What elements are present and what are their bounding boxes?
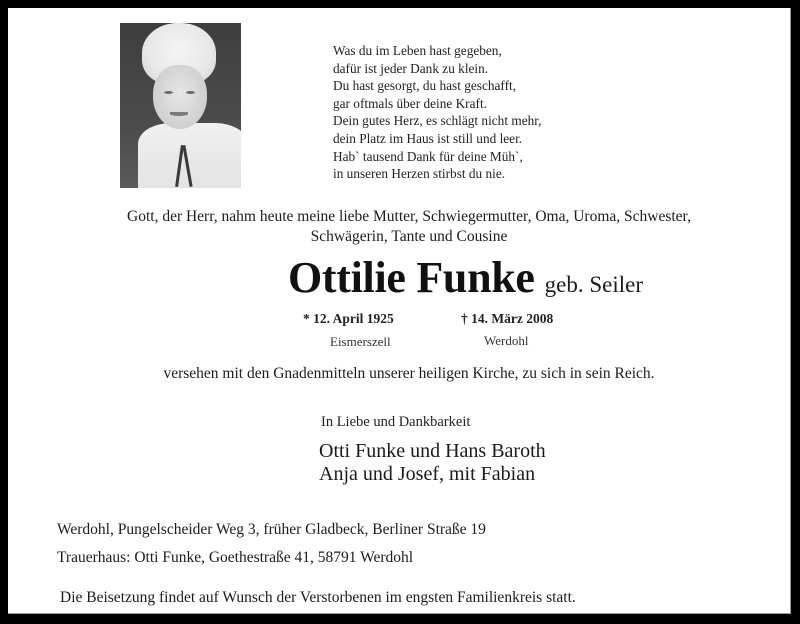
photo-mouth — [170, 112, 188, 116]
photo-eye — [164, 91, 173, 94]
birth-date — [303, 311, 394, 327]
birth-place: Eismerszell — [330, 334, 391, 349]
poem-line: Was du im Leben hast gegeben, — [333, 43, 502, 58]
death-cross-icon: † — [461, 311, 468, 326]
poem-line: Du hast gesorgt, du hast geschafft, — [333, 78, 517, 94]
photo-eye — [186, 91, 195, 94]
address-line: Werdohl, Pungelscheider Weg 3, früher Gladbeck, Berliner Straße 19 — [57, 521, 486, 538]
burial-note: Die Beisetzung findet auf Wunsch der Verstorbenen im engsten Familienkreis statt. — [60, 589, 576, 606]
poem-line: gar oftmals über deine Kraft. — [333, 95, 487, 111]
deceased-name: Ottilie Funke — [288, 253, 535, 302]
mourners-list — [319, 440, 546, 486]
thanks-line: In Liebe und Dankbarkeit — [321, 414, 471, 430]
deceased-name-row — [288, 252, 643, 303]
portrait-photo — [120, 23, 241, 188]
obituary-notice — [8, 8, 791, 614]
intro-line: Schwägerin, Tante und Cousine — [310, 228, 508, 245]
faith-line: versehen mit den Gnadenmitteln unserer heiligen Kirche, zu sich in sein Reich. — [163, 365, 655, 382]
poem-line: dafür ist jeder Dank zu klein. — [333, 60, 489, 76]
memorial-poem — [333, 42, 613, 183]
mourner: Otti Funke und Hans Baroth — [319, 440, 546, 462]
maiden-name: geb. Seiler — [544, 272, 644, 297]
mourning-house-address: Trauerhaus: Otti Funke, Goethestraße 41, 58791 Werdohl — [57, 549, 414, 566]
photo-face — [153, 65, 207, 129]
death-place: Werdohl — [484, 333, 529, 348]
announcement-intro — [48, 207, 770, 247]
poem-line: in unseren Herzen stirbst du nie. — [333, 166, 506, 182]
poem-line: dein Platz im Haus ist still und leer. — [333, 130, 523, 146]
death-date-text: 14. März 2008 — [471, 311, 554, 326]
poem-line: Dein gutes Herz, es schlägt nicht mehr, — [333, 113, 542, 129]
mourner: Anja und Josef, mit Fabian — [319, 463, 536, 485]
death-date — [461, 311, 553, 327]
birth-star-icon: * — [303, 311, 310, 326]
intro-line: Gott, der Herr, nahm heute meine liebe Mutter, Schwiegermutter, Oma, Uroma, Schwester, — [127, 208, 691, 225]
poem-line: Hab` tausend Dank für deine Müh`, — [333, 148, 523, 164]
birth-date-text: 12. April 1925 — [313, 311, 394, 326]
